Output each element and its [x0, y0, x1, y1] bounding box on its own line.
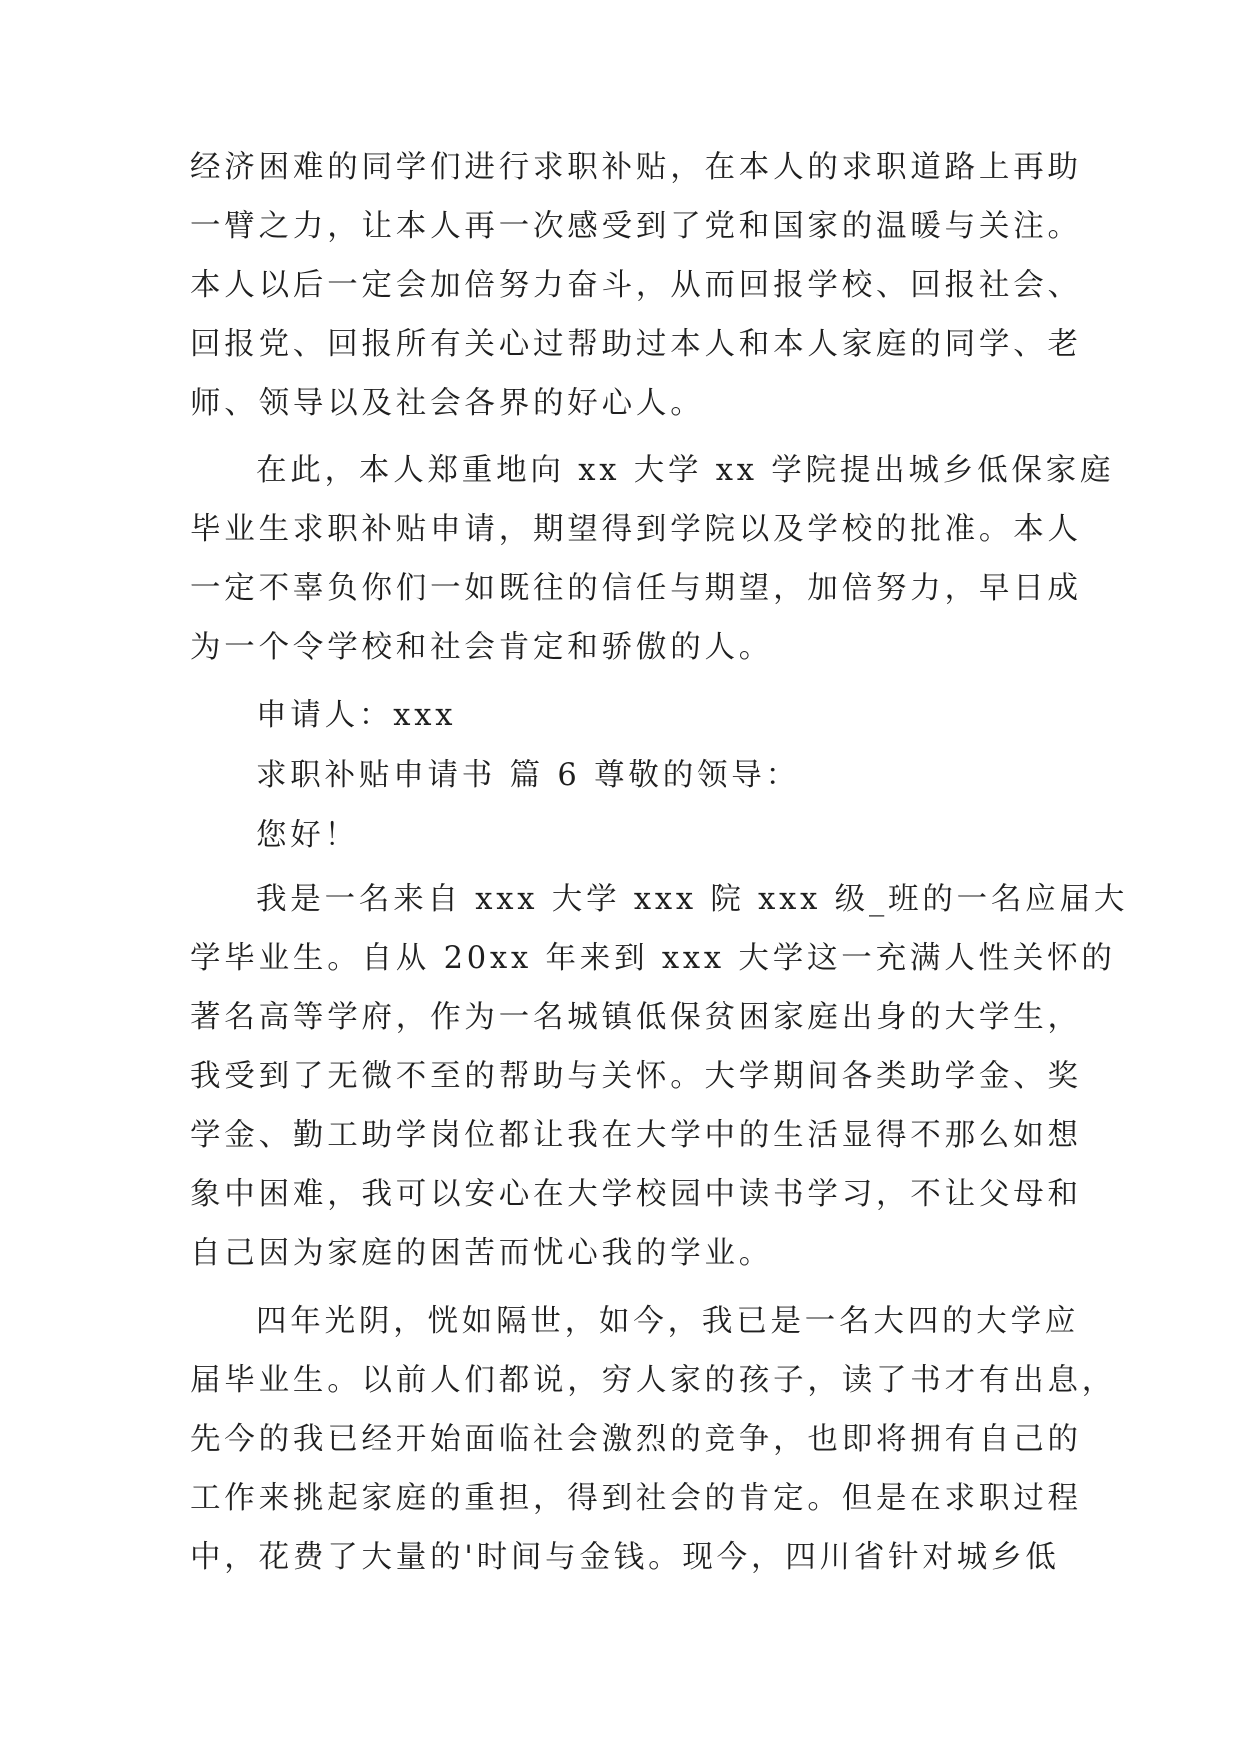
section-heading: 求职补贴申请书 篇 6 尊敬的领导： — [256, 758, 800, 793]
text-line: 象中困难，我可以安心在大学校园中读书学习，不让父母和 — [190, 1177, 1082, 1212]
text-line: 四年光阴，恍如隔世，如今，我已是一名大四的大学应 — [256, 1304, 1080, 1339]
text-line: 一定不辜负你们一如既往的信任与期望，加倍努力，早日成 — [190, 571, 1082, 606]
greeting-line: 您好！ — [256, 818, 359, 853]
text-line: 我受到了无微不至的帮助与关怀。大学期间各类助学金、奖 — [190, 1059, 1082, 1094]
text-line: 学毕业生。自从 20xx 年来到 xxx 大学这一充满人性关怀的 — [190, 941, 1116, 976]
text-line: 著名高等学府，作为一名城镇低保贫困家庭出身的大学生， — [190, 1000, 1082, 1035]
text-line: 先今的我已经开始面临社会激烈的竞争，也即将拥有自己的 — [190, 1422, 1082, 1457]
text-line: 在此，本人郑重地向 xx 大学 xx 学院提出城乡低保家庭 — [256, 453, 1115, 488]
text-line: 回报党、回报所有关心过帮助过本人和本人家庭的同学、老 — [190, 327, 1082, 362]
text-line: 为一个令学校和社会肯定和骄傲的人。 — [190, 630, 774, 665]
text-line: 经济困难的同学们进行求职补贴，在本人的求职道路上再助 — [190, 150, 1082, 185]
text-line: 中，花费了大量的'时间与金钱。现今，四川省针对城乡低 — [190, 1540, 1060, 1575]
applicant-line: 申请人：xxx — [256, 698, 457, 733]
text-line: 师、领导以及社会各界的好心人。 — [190, 386, 705, 421]
text-line: 工作来挑起家庭的重担，得到社会的肯定。但是在求职过程 — [190, 1481, 1082, 1516]
text-line: 毕业生求职补贴申请，期望得到学院以及学校的批准。本人 — [190, 512, 1082, 547]
text-line: 本人以后一定会加倍努力奋斗，从而回报学校、回报社会、 — [190, 268, 1082, 303]
text-line: 自己因为家庭的困苦而忧心我的学业。 — [190, 1236, 774, 1271]
text-line: 我是一名来自 xxx 大学 xxx 院 xxx 级_班的一名应届大 — [256, 882, 1129, 917]
text-line: 学金、勤工助学岗位都让我在大学中的生活显得不那么如想 — [190, 1118, 1082, 1153]
text-line: 届毕业生。以前人们都说，穷人家的孩子，读了书才有出息， — [190, 1363, 1117, 1398]
text-line: 一臂之力，让本人再一次感受到了党和国家的温暖与关注。 — [190, 209, 1082, 244]
